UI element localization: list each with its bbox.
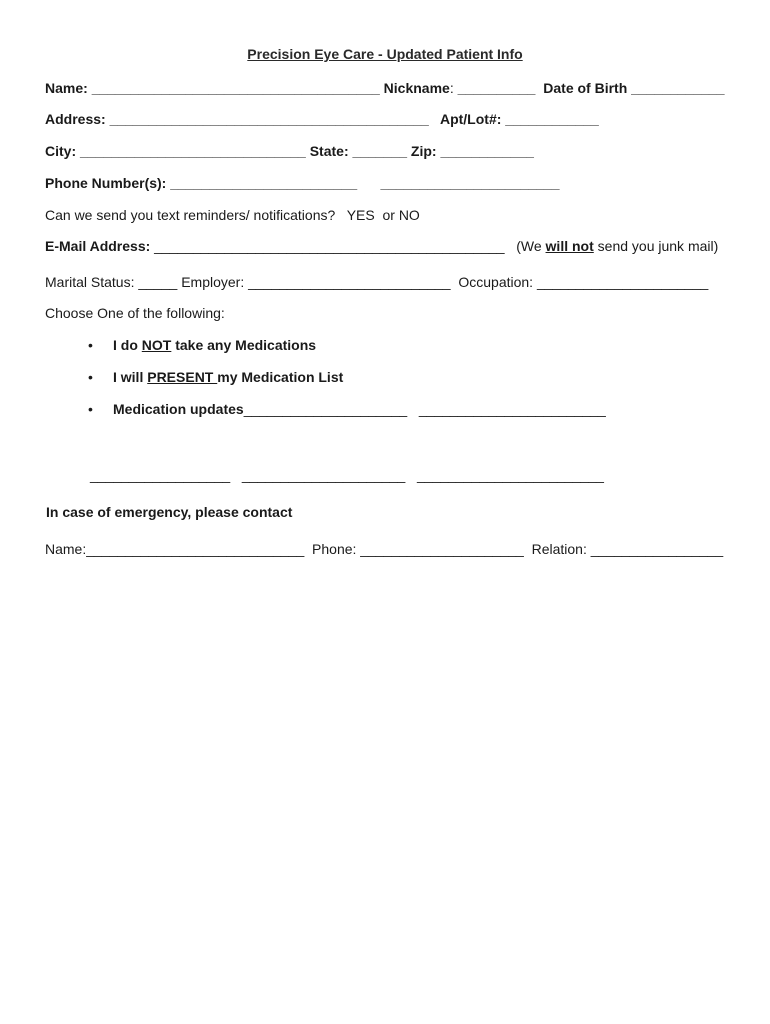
option-no-medications[interactable] — [113, 336, 316, 354]
option-2-prefix: I will — [113, 369, 148, 385]
address-row — [45, 110, 599, 128]
bullet-icon: • — [88, 369, 93, 385]
medication-update-field-2[interactable]: ________________________ — [418, 401, 606, 417]
emergency-relation-label: Relation: — [531, 541, 587, 557]
nickname-label: Nickname — [383, 80, 450, 96]
bullet-icon: • — [88, 337, 93, 353]
option-present-list[interactable] — [113, 368, 343, 386]
email-field[interactable]: _____________________________________________ — [154, 238, 505, 254]
email-row — [45, 237, 718, 255]
marital-row — [45, 273, 708, 291]
text-reminder-question: Can we send you text reminders/ notifications? — [45, 207, 336, 223]
city-field[interactable]: _____________________________ — [80, 143, 306, 159]
state-label: State: — [309, 143, 349, 159]
email-label: E-Mail Address: — [45, 238, 151, 254]
option-3-label: Medication updates — [113, 401, 244, 417]
email-note-prefix: (We — [516, 238, 546, 254]
emergency-phone-label: Phone: — [312, 541, 357, 557]
marital-label: Marital Status: — [45, 274, 135, 290]
option-2-suffix: my Medication List — [217, 369, 344, 385]
emergency-name-label: Name: — [45, 541, 87, 557]
marital-field[interactable]: _____ — [138, 274, 178, 290]
option-1-emphasis: NOT — [141, 337, 172, 353]
option-1-prefix: I do — [113, 337, 142, 353]
zip-label: Zip: — [410, 143, 437, 159]
emergency-relation-field[interactable]: _________________ — [590, 541, 724, 557]
emergency-name-field[interactable]: ____________________________ — [86, 541, 305, 557]
medication-field-4[interactable]: _____________________ — [241, 467, 406, 483]
choose-label: Choose One of the following: — [45, 305, 225, 321]
nickname-field[interactable]: __________ — [457, 80, 536, 96]
option-1-suffix: take any Medications — [171, 337, 317, 353]
phone-row — [45, 174, 560, 192]
apt-field[interactable]: ____________ — [505, 111, 599, 127]
bullet-icon: • — [88, 401, 93, 417]
occupation-label: Occupation: — [458, 274, 534, 290]
emergency-row — [45, 540, 723, 558]
emergency-heading: In case of emergency, please contact — [46, 504, 293, 520]
text-reminder-row — [45, 206, 420, 224]
email-note-emphasis: will not — [545, 238, 594, 254]
form-title: Precision Eye Care - Updated Patient Info — [247, 46, 523, 62]
occupation-field[interactable]: ______________________ — [536, 274, 709, 290]
medication-field-3[interactable]: __________________ — [90, 467, 231, 483]
dob-label: Date of Birth — [543, 80, 628, 96]
city-label: City: — [45, 143, 77, 159]
address-label: Address: — [45, 111, 106, 127]
option-medication-updates[interactable] — [113, 400, 606, 418]
address-field[interactable]: _________________________________________ — [109, 111, 429, 127]
text-reminder-options[interactable]: YES or NO — [346, 207, 420, 223]
name-field[interactable]: _____________________________________ — [91, 80, 380, 96]
phone-field-2[interactable]: _______________________ — [380, 175, 560, 191]
phone-label: Phone Number(s): — [45, 175, 167, 191]
medication-field-5[interactable]: ________________________ — [417, 467, 604, 483]
email-note-suffix: send you junk mail) — [593, 238, 719, 254]
option-2-emphasis: PRESENT — [147, 369, 218, 385]
dob-field[interactable]: ____________ — [631, 80, 725, 96]
apt-label: Apt/Lot#: — [439, 111, 502, 127]
emergency-phone-field[interactable]: _____________________ — [360, 541, 524, 557]
medication-blank-row — [90, 466, 604, 484]
medication-update-field-1[interactable]: _____________________ — [243, 401, 408, 417]
employer-label: Employer: — [181, 274, 245, 290]
name-label: Name: — [45, 80, 88, 96]
nickname-colon: : — [449, 80, 454, 96]
zip-field[interactable]: ____________ — [440, 143, 534, 159]
state-field[interactable]: _______ — [352, 143, 408, 159]
phone-field-1[interactable]: ________________________ — [170, 175, 358, 191]
city-row — [45, 142, 534, 160]
employer-field[interactable]: __________________________ — [248, 274, 451, 290]
name-row — [45, 79, 725, 97]
